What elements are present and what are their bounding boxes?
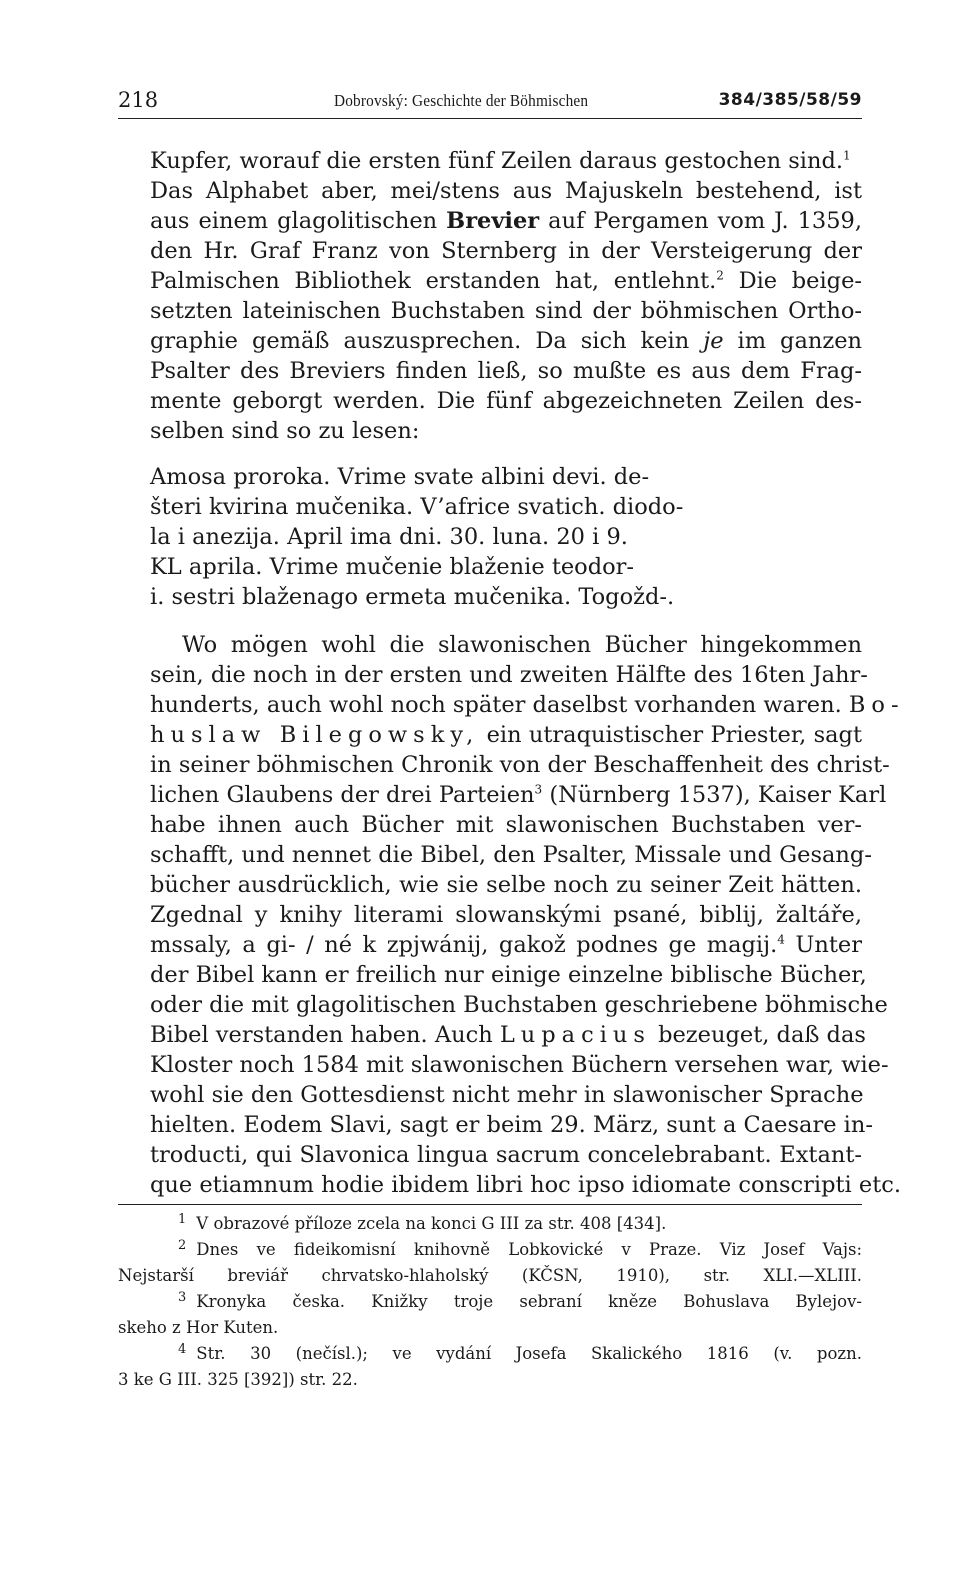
footnote-line: $^2$ Dnes ve fideikomisní knihovně Lobkovické v Praze. Viz Josef Vajs: [178,1237,862,1259]
text-line: aus einem glagolitischen Brevier auf Pergamen vom J. 1359, [150,208,863,234]
text-line: bücher ausdrücklich, wie sie selbe noch zu seiner Zeit hätten. [150,872,862,898]
text-line: oder die mit glagolitischen Buchstaben geschriebene böhmische [150,992,888,1018]
text-line: in seiner böhmischen Chronik von der Beschaffenheit des christ- [150,752,890,778]
footnote-line: skeho z Hor Kuten. [118,1318,279,1337]
text-line: Bibel verstanden haben. Auch Lupacius bezeuget, daß das [150,1022,866,1048]
page-number: 218 [118,88,159,112]
text-line: Das Alphabet aber, mei/stens aus Majuskeln bestehend, ist [150,178,862,204]
text-line: graphie gemäß auszusprechen. Da sich kein je im ganzen [150,328,863,354]
text-line: troducti, qui Slavonica lingua sacrum concelebrabant. Extant- [150,1142,862,1168]
spaced-name: Bo- [848,692,905,718]
text-line: den Hr. Graf Franz von Sternberg in der Versteigerung der [150,238,862,264]
text-line: der Bibel kann er freilich nur einige einzelne biblische Bücher, [150,962,867,988]
text-line: sein, die noch in der ersten und zweiten Hälfte des 16ten Jahr- [150,662,868,688]
transcription-line: i. sestri blaženago ermeta mučenika. Togožd-. [150,584,675,610]
text-line: Kupfer, worauf die ersten fünf Zeilen daraus gestochen sind.$^1$ [150,148,851,174]
footnote-number: 3 [178,1289,187,1305]
page-reference: 384/385/58/59 [718,90,862,110]
footnote-divider [118,1204,862,1205]
footnote-ref: 4 [777,932,785,947]
text-line: mente geborgt werden. Die fünf abgezeichneten Zeilen des- [150,388,862,414]
text-line: Psalter des Breviers finden ließ, so mußte es aus dem Frag- [150,358,862,384]
footnote-number: 2 [178,1237,187,1253]
text-line: hunderts, auch wohl noch später daselbst vorhanden waren. Bo- [150,692,905,718]
footnote-ref: 1 [843,148,851,163]
text-line: habe ihnen auch Bücher mit slawonischen Buchstaben ver- [150,812,862,838]
spaced-name: huslaw Bilegowsky, [150,722,480,748]
transcription-line: la i anezija. April ima dni. 30. luna. 20 i 9. [150,524,628,550]
footnote-line: 3 ke G III. 325 [392]) str. 22. [118,1370,358,1389]
footnote-line: $^3$ Kronyka česka. Knižky troje sebraní kněze Bohuslava Bylejov- [178,1289,862,1311]
emphasis: Brevier [446,208,540,234]
spaced-name: Lupacius [499,1022,651,1048]
footnote-number: 4 [178,1341,187,1357]
text-line: lichen Glaubens der drei Parteien$^3$ (Nürnberg 1537), Kaiser Karl [150,782,887,808]
transcription-line: KL aprila. Vrime mučenie blaženie teodor- [150,554,635,580]
running-header [118,88,862,119]
text-line: huslaw Bilegowsky, ein utraquistischer Priester, sagt [150,722,862,748]
text-line: Wo mögen wohl die slawonischen Bücher hingekommen [182,632,862,658]
text-line: wohl sie den Gottesdienst nicht mehr in slawonischer Sprache [150,1082,864,1108]
text-line: mssaly, a gi- / né k zpjwánij, gakož podnes ge magij.$^4$ Unter [150,932,862,958]
text-line: Palmischen Bibliothek erstanden hat, entlehnt.$^2$ Die beige- [150,268,863,294]
italic-word: je [703,328,724,354]
text-line: que etiamnum hodie ibidem libri hoc ipso idiomate conscripti etc. [150,1172,902,1198]
text-line: Zgednal y knihy literami slowanskými psané, biblij, žaltáře, [150,902,862,928]
transcription-line: Amosa proroka. Vrime svate albini devi. de- [150,464,650,490]
footnote-line: Nejstarší breviář chrvatsko-hlaholský (KČSN, 1910), str. XLI.—XLIII. [118,1266,862,1285]
text-line: Kloster noch 1584 mit slawonischen Büchern versehen war, wie- [150,1052,889,1078]
footnote-number: 1 [178,1211,187,1227]
footnote-ref: 3 [534,782,543,797]
footnote-line: $^4$ Str. 30 (nečísl.); ve vydání Josefa Skalického 1816 (v. pozn. [178,1341,862,1363]
footnote-line: $^1$ V obrazové příloze zcela na konci G III za str. 408 [434]. [178,1211,667,1233]
footnote-ref: 2 [716,268,724,283]
text-line: schafft, und nennet die Bibel, den Psalter, Missale und Gesang- [150,842,872,868]
running-title: Dobrovský: Geschichte der Böhmischen [334,91,589,110]
transcription-line: šteri kvirina mučenika. V’africe svatich. diodo- [150,494,684,520]
text-line: setzten lateinischen Buchstaben sind der böhmischen Ortho- [150,298,862,324]
text-line: hielten. Eodem Slavi, sagt er beim 29. März, sunt a Caesare in- [150,1112,873,1138]
text-line: selben sind so zu lesen: [150,418,420,444]
